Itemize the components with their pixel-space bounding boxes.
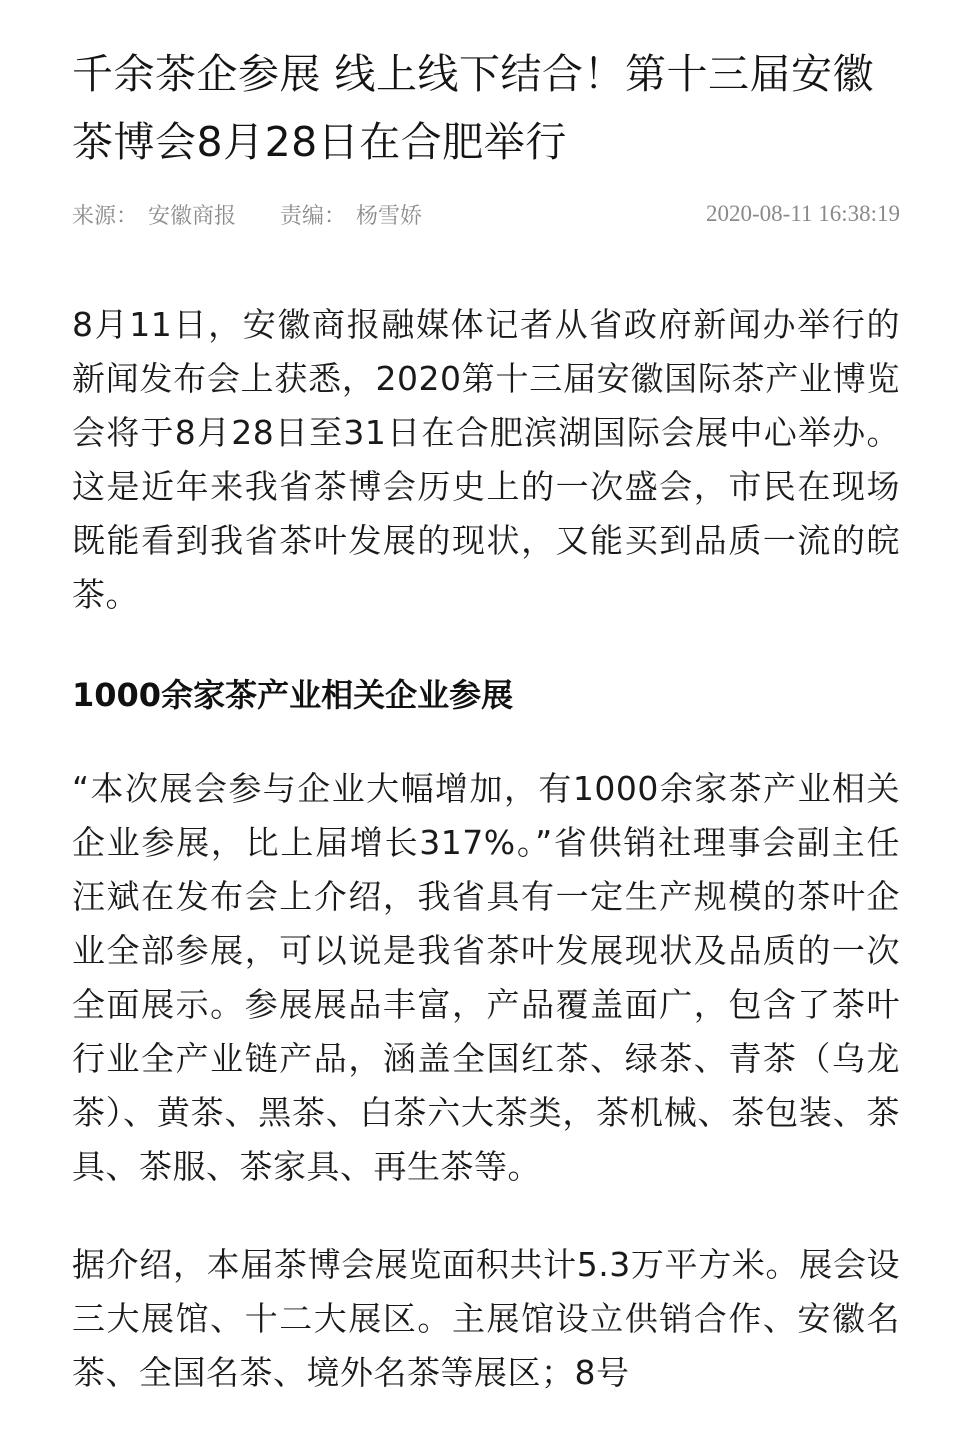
article-title: 千余茶企参展 线上线下结合！第十三届安徽茶博会8月28日在合肥举行 xyxy=(72,50,875,166)
article xyxy=(72,40,900,1400)
article-meta xyxy=(72,194,900,234)
source-name: 安徽商报 xyxy=(148,203,237,229)
paragraph-exhibition-area: 据介绍，本届茶博会展览面积共计5.3万平方米。展会设三大展馆、十二大展区。主展馆设立供销合作、安徽名茶、全国名茶、境外名茶等展区；8号 xyxy=(72,1245,900,1392)
paragraph-intro: 8月11日，安徽商报融媒体记者从省政府新闻办举行的新闻发布会上获悉，2020第十三届安徽国际茶产业博览会将于8月28日至31日在合肥滨湖国际会展中心举办。这是近年来我省茶博会历史上的一次盛会，市民在现场既能看到我省茶叶发展的现状，又能买到品质一流的皖茶。 xyxy=(72,305,900,614)
editor-name: 杨雪娇 xyxy=(356,203,423,229)
meta-source-editor xyxy=(72,199,432,230)
source-label: 来源： xyxy=(72,203,139,229)
paragraph-exhibitors: “本次展会参与企业大幅增加，有1000余家茶产业相关企业参展，比上届增长317%。”省供销社理事会副主任汪斌在发布会上介绍，我省具有一定生产规模的茶叶企业全部参展，可以说是我省茶叶发展现状及品质的一次全面展示。参展展品丰富，产品覆盖面广，包含了茶叶行业全产业链产品，涵盖全国红茶、绿茶、青茶（乌龙茶）、黄茶、黑茶、白茶六大茶类，茶机械、茶包装、茶具、茶服、茶家具、再生茶等。 xyxy=(72,769,900,1186)
section-heading: 1000余家茶产业相关企业参展 xyxy=(72,676,514,714)
editor-label: 责编： xyxy=(280,203,347,229)
publish-timestamp: 2020-08-11 16:38:19 xyxy=(706,201,900,226)
